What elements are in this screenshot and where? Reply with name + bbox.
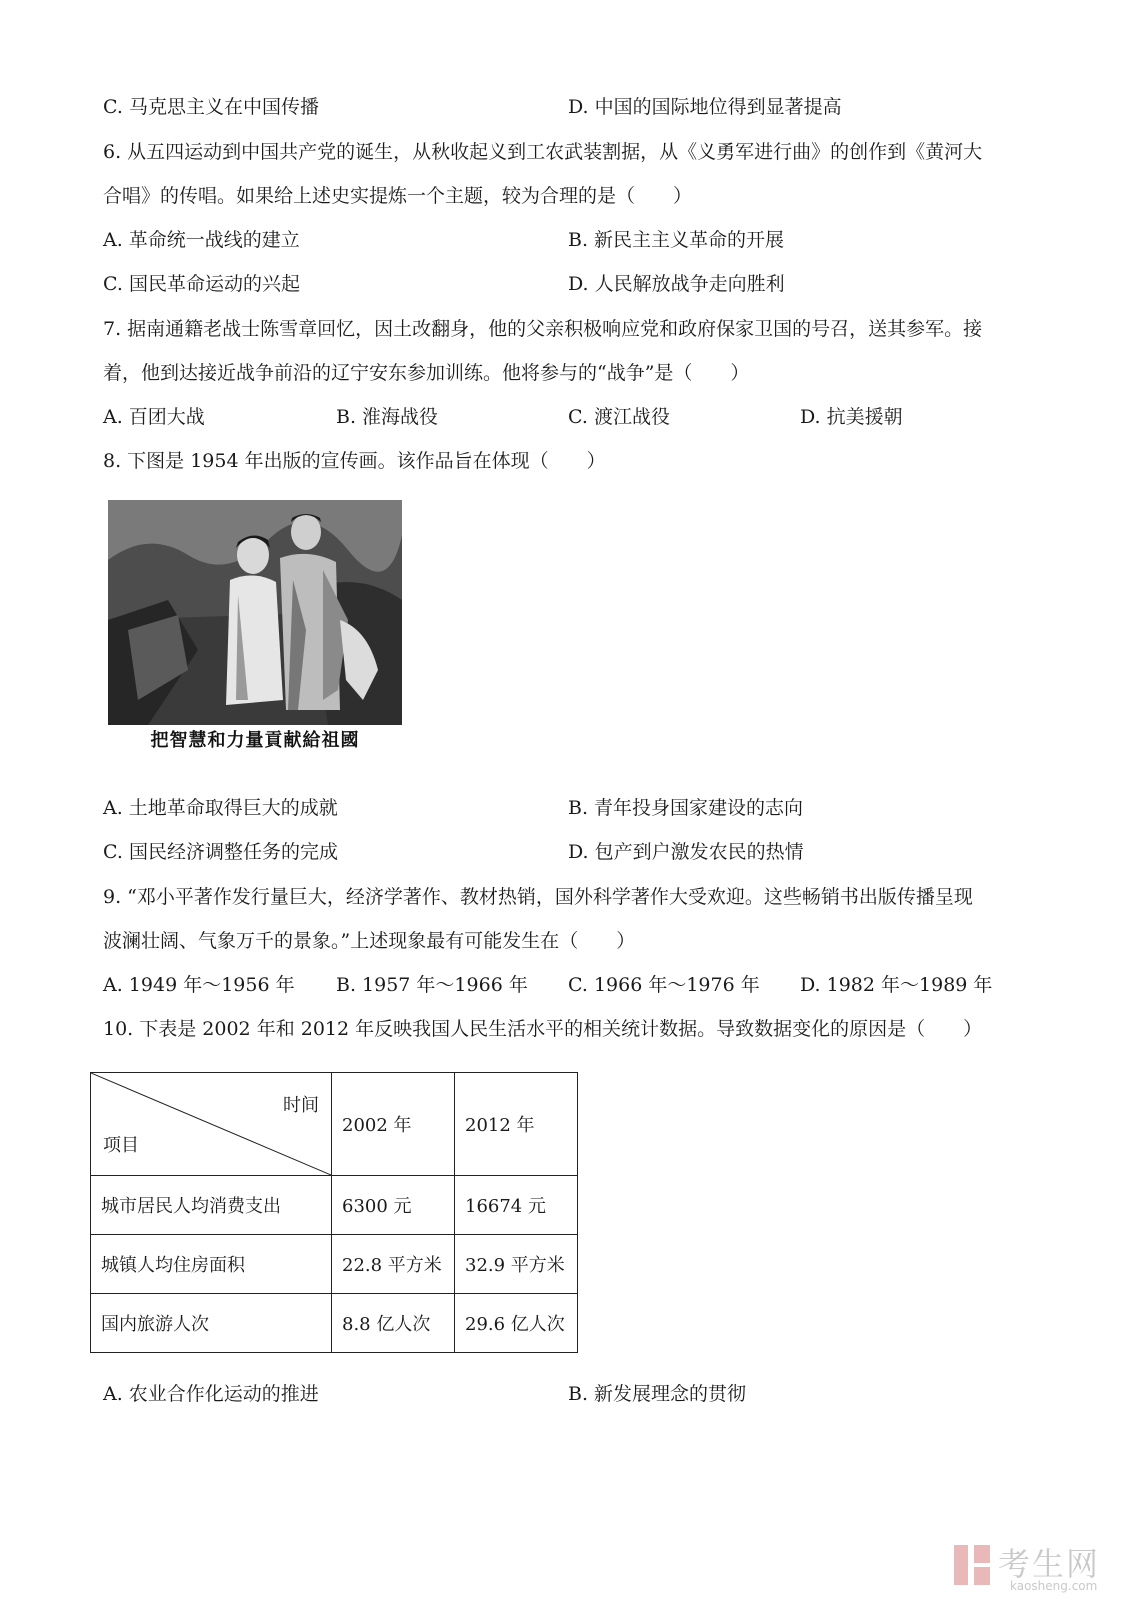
q9-option-a: A. 1949 年～1956 年 bbox=[103, 974, 295, 996]
q9-stem-line1: 9. “邓小平著作发行量巨大，经济学著作、教材热销，国外科学著作大受欢迎。这些畅销书出版传播呈现 bbox=[103, 886, 973, 908]
row-value-2002: 8.8 亿人次 bbox=[332, 1294, 455, 1353]
q5-option-c: C. 马克思主义在中国传播 bbox=[103, 96, 319, 118]
q10-stem: 10. 下表是 2002 年和 2012 年反映我国人民生活水平的相关统计数据。导致数据变化的原因是（ ） bbox=[103, 1018, 983, 1040]
q6-option-b: B. 新民主主义革命的开展 bbox=[568, 229, 785, 251]
row-item: 国内旅游人次 bbox=[91, 1294, 332, 1353]
q9-option-b: B. 1957 年～1966 年 bbox=[336, 974, 528, 996]
q9-stem-line2: 波澜壮阔、气象万千的景象。”上述现象最有可能发生在（ ） bbox=[103, 930, 636, 952]
row-item: 城市居民人均消费支出 bbox=[91, 1176, 332, 1235]
q7-option-d: D. 抗美援朝 bbox=[800, 406, 903, 428]
living-standard-table bbox=[90, 1072, 578, 1353]
propaganda-poster bbox=[106, 498, 404, 753]
q8-option-b: B. 青年投身国家建设的志向 bbox=[568, 797, 804, 819]
header-year-2002: 2002 年 bbox=[332, 1073, 455, 1176]
q6-option-c: C. 国民革命运动的兴起 bbox=[103, 273, 300, 295]
q6-stem-line1: 6. 从五四运动到中国共产党的诞生，从秋收起义到工农武装割据，从《义勇军进行曲》的创作到《黄河大 bbox=[103, 141, 983, 163]
q8-option-c: C. 国民经济调整任务的完成 bbox=[103, 841, 338, 863]
table-row bbox=[91, 1176, 578, 1235]
table-row bbox=[91, 1294, 578, 1353]
q10-option-b: B. 新发展理念的贯彻 bbox=[568, 1383, 747, 1405]
q7-option-b: B. 淮海战役 bbox=[336, 406, 439, 428]
q6-option-d: D. 人民解放战争走向胜利 bbox=[568, 273, 785, 295]
q7-stem-line2: 着，他到达接近战争前沿的辽宁安东参加训练。他将参与的“战争”是（ ） bbox=[103, 362, 750, 384]
table-header-row bbox=[91, 1073, 578, 1176]
poster-illustration bbox=[108, 500, 402, 725]
poster-caption: 把智慧和力量貢献給祖國 bbox=[150, 730, 360, 751]
q6-option-a: A. 革命统一战线的建立 bbox=[103, 229, 300, 251]
row-item: 城镇人均住房面积 bbox=[91, 1235, 332, 1294]
watermark bbox=[952, 1543, 1122, 1593]
watermark-logo-icon bbox=[952, 1543, 992, 1587]
watermark-url: kaosheng.com bbox=[1010, 1579, 1098, 1593]
q9-option-c: C. 1966 年～1976 年 bbox=[568, 974, 760, 996]
q10-option-a: A. 农业合作化运动的推进 bbox=[103, 1383, 319, 1405]
row-value-2012: 16674 元 bbox=[455, 1176, 578, 1235]
table-row bbox=[91, 1235, 578, 1294]
row-value-2012: 29.6 亿人次 bbox=[455, 1294, 578, 1353]
row-value-2002: 6300 元 bbox=[332, 1176, 455, 1235]
q5-option-d: D. 中国的国际地位得到显著提高 bbox=[568, 96, 842, 118]
q8-option-d: D. 包产到户激发农民的热情 bbox=[568, 841, 804, 863]
q8-option-a: A. 土地革命取得巨大的成就 bbox=[103, 797, 338, 819]
row-value-2012: 32.9 平方米 bbox=[455, 1235, 578, 1294]
watermark-text: 考生网 bbox=[998, 1545, 1101, 1583]
q8-stem: 8. 下图是 1954 年出版的宣传画。该作品旨在体现（ ） bbox=[103, 450, 606, 472]
q9-option-d: D. 1982 年～1989 年 bbox=[800, 974, 993, 996]
row-value-2002: 22.8 平方米 bbox=[332, 1235, 455, 1294]
q7-stem-line1: 7. 据南通籍老战士陈雪章回忆，因土改翻身，他的父亲积极响应党和政府保家卫国的号召，送其参军。接 bbox=[103, 318, 983, 340]
table-diagonal-header bbox=[91, 1073, 332, 1176]
header-time: 时间 bbox=[283, 1095, 319, 1116]
q6-stem-line2: 合唱》的传唱。如果给上述史实提炼一个主题，较为合理的是（ ） bbox=[103, 185, 693, 207]
header-year-2012: 2012 年 bbox=[455, 1073, 578, 1176]
diagonal-line bbox=[91, 1073, 331, 1175]
q7-option-c: C. 渡江战役 bbox=[568, 406, 670, 428]
header-item: 项目 bbox=[103, 1135, 139, 1156]
q7-option-a: A. 百团大战 bbox=[103, 406, 205, 428]
